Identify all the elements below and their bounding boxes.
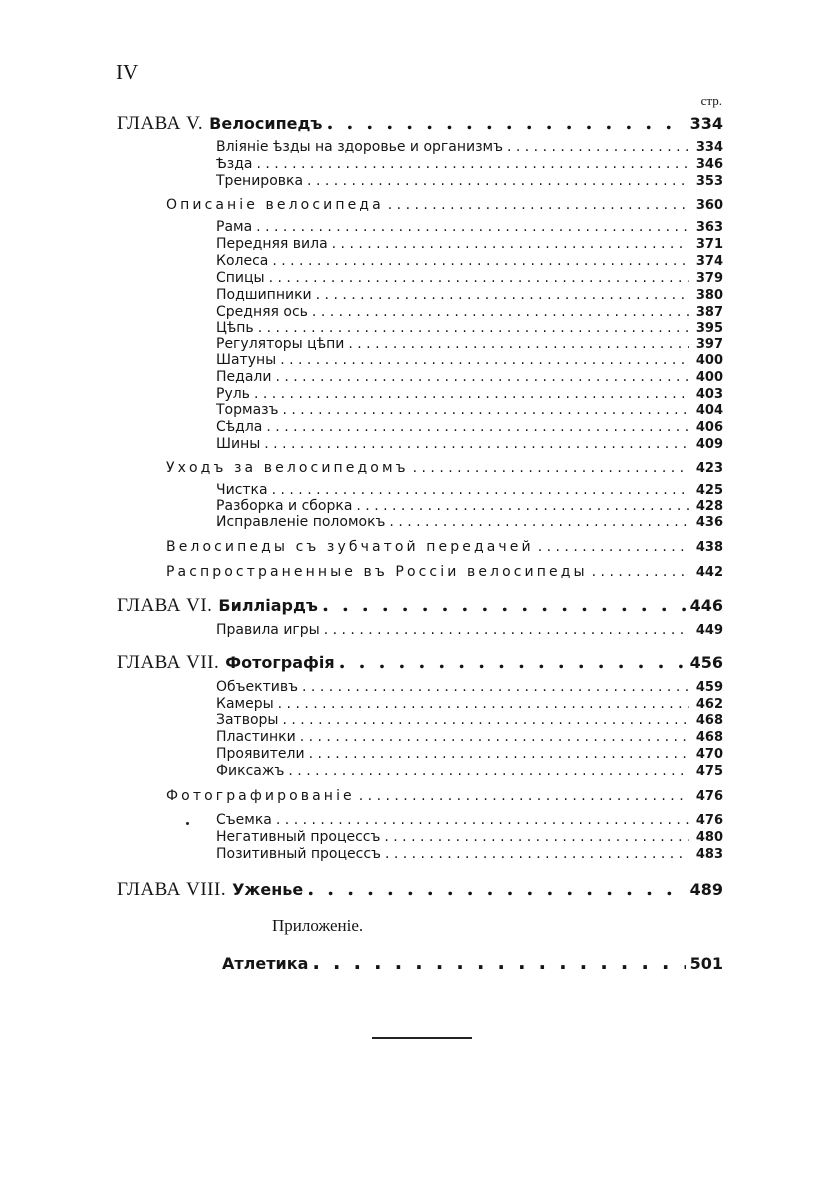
appendix-page: 501 xyxy=(689,954,723,973)
toc-item[interactable] xyxy=(216,712,723,729)
dot-leader xyxy=(348,336,689,352)
section-title: Уходъ за велосипедомъ xyxy=(166,460,409,476)
toc-item[interactable] xyxy=(216,287,723,304)
dot-leader xyxy=(332,236,689,252)
item-title: Ѣзда xyxy=(216,156,253,172)
toc-item[interactable] xyxy=(216,386,723,403)
dot-leader xyxy=(384,829,689,845)
toc-item[interactable] xyxy=(216,436,723,453)
toc-chapter-7[interactable] xyxy=(117,649,723,674)
item-page: 406 xyxy=(695,420,723,435)
item-title: Педали xyxy=(216,369,272,385)
chapter-page: 489 xyxy=(689,880,723,899)
toc-item[interactable] xyxy=(216,622,723,639)
item-title: Средняя ось xyxy=(216,304,308,320)
dot-leader xyxy=(278,696,689,712)
section-title: Распространенные въ Россіи велосипеды xyxy=(166,564,588,580)
toc-chapter-5[interactable] xyxy=(117,110,723,135)
dot-leader xyxy=(275,369,689,385)
dot-leader xyxy=(282,402,689,418)
toc-item[interactable] xyxy=(216,270,723,287)
toc-item[interactable] xyxy=(216,812,723,829)
dot-leader xyxy=(258,320,689,336)
toc-item[interactable] xyxy=(216,482,723,499)
toc-item[interactable] xyxy=(216,320,723,337)
toc-item[interactable] xyxy=(216,763,723,780)
toc-item[interactable] xyxy=(216,419,723,436)
item-title: Вліяніе ѣзды на здоровье и организмъ xyxy=(216,139,503,155)
item-title: Чистка xyxy=(216,482,268,498)
item-title: Подшипники xyxy=(216,287,312,303)
dot-leader xyxy=(324,622,689,638)
item-title: Съемка xyxy=(216,812,272,828)
toc-item[interactable] xyxy=(216,696,723,713)
chapter-title: Фотографія xyxy=(225,653,335,672)
item-title: Руль xyxy=(216,386,250,402)
item-title: Камеры xyxy=(216,696,274,712)
section-title: Велосипеды съ зубчатой передачей xyxy=(166,539,534,555)
dot-leader xyxy=(276,812,689,828)
item-page: 395 xyxy=(695,321,723,336)
item-title: Фиксажъ xyxy=(216,763,285,779)
dot-leader xyxy=(309,746,689,762)
toc-item[interactable] xyxy=(216,679,723,696)
page-number: IV xyxy=(116,60,139,84)
dot-leader xyxy=(538,539,689,555)
chapter-title: Билліардъ xyxy=(218,596,318,615)
dot-leader xyxy=(257,156,690,172)
toc-section[interactable] xyxy=(166,460,723,476)
toc-item[interactable] xyxy=(216,846,723,863)
item-page: 468 xyxy=(695,730,723,745)
chapter-title: Велосипедъ xyxy=(209,114,323,133)
item-title: Шины xyxy=(216,436,261,452)
dot-leader xyxy=(326,110,685,134)
item-title: Проявители xyxy=(216,746,305,762)
item-page: 480 xyxy=(695,830,723,845)
item-title: Передняя вила xyxy=(216,236,328,252)
dot-leader xyxy=(282,712,689,728)
item-title: Шатуны xyxy=(216,352,277,368)
dot-leader xyxy=(288,763,689,779)
item-page: 425 xyxy=(695,483,723,498)
item-page: 334 xyxy=(695,140,723,155)
toc-item[interactable] xyxy=(216,498,723,515)
item-page: 483 xyxy=(695,847,723,862)
dot-leader xyxy=(339,649,686,673)
item-title: Тренировка xyxy=(216,173,304,189)
appendix-heading: Приложеніе. xyxy=(272,916,364,935)
chapter-page: 446 xyxy=(689,596,723,615)
dot-leader xyxy=(507,139,689,155)
toc-item[interactable] xyxy=(216,336,723,353)
closing-rule xyxy=(372,1037,472,1039)
dot-leader xyxy=(307,173,689,189)
toc-item[interactable] xyxy=(216,402,723,419)
item-page: 400 xyxy=(695,370,723,385)
item-title: Регуляторы цѣпи xyxy=(216,336,345,352)
dot-leader xyxy=(359,788,689,804)
dot-leader xyxy=(592,564,689,580)
item-title: Разборка и сборка xyxy=(216,498,353,514)
dot-leader xyxy=(280,352,689,368)
toc-item[interactable] xyxy=(216,219,723,236)
dot-leader xyxy=(356,498,689,514)
chapter-label: ГЛАВА VIII. xyxy=(117,879,227,900)
item-page: 475 xyxy=(695,764,723,779)
chapter-label: ГЛАВА VI. xyxy=(117,595,213,616)
item-page: 371 xyxy=(695,237,723,252)
dot-leader xyxy=(385,846,689,862)
item-page: 363 xyxy=(695,220,723,235)
chapter-page: 456 xyxy=(689,653,723,672)
item-page: 462 xyxy=(695,697,723,712)
item-title: Спицы xyxy=(216,270,265,286)
section-page: 360 xyxy=(695,198,723,213)
item-title: Исправленіе поломокъ xyxy=(216,514,386,530)
item-title: Колеса xyxy=(216,253,269,269)
item-title: Тормазъ xyxy=(216,402,279,418)
item-page: 459 xyxy=(695,680,723,695)
section-page: 423 xyxy=(695,461,723,476)
chapter-title: Уженье xyxy=(232,880,304,899)
stray-ink-dot xyxy=(186,822,189,825)
dot-leader xyxy=(300,729,689,745)
appendix-title: Атлетика xyxy=(222,954,309,973)
item-page: 403 xyxy=(695,387,723,402)
dot-leader xyxy=(322,592,686,616)
toc-section[interactable] xyxy=(166,539,723,555)
toc-item[interactable] xyxy=(216,352,723,369)
toc-item[interactable] xyxy=(216,829,723,846)
dot-leader xyxy=(256,219,689,235)
section-page: 442 xyxy=(695,565,723,580)
item-page: 436 xyxy=(695,515,723,530)
item-page: 428 xyxy=(695,499,723,514)
toc-item[interactable] xyxy=(216,236,723,253)
dot-leader xyxy=(302,679,689,695)
item-title: Пластинки xyxy=(216,729,296,745)
dot-leader xyxy=(264,436,689,452)
item-title: Сѣдла xyxy=(216,419,263,435)
dot-leader xyxy=(312,304,689,320)
dot-leader xyxy=(312,950,685,974)
section-page: 438 xyxy=(695,540,723,555)
item-title: Рама xyxy=(216,219,253,235)
toc-appendix-item[interactable] xyxy=(222,950,723,974)
item-title: Объективъ xyxy=(216,679,299,695)
item-title: Затворы xyxy=(216,712,279,728)
item-title: Правила игры xyxy=(216,622,320,638)
chapter-page: 334 xyxy=(689,114,723,133)
toc-chapter-8[interactable] xyxy=(117,876,723,901)
dot-leader xyxy=(413,460,689,476)
dot-leader xyxy=(272,253,689,269)
item-page: 374 xyxy=(695,254,723,269)
item-page: 470 xyxy=(695,747,723,762)
toc-section[interactable] xyxy=(166,788,723,804)
toc-item[interactable] xyxy=(216,139,723,156)
item-page: 404 xyxy=(695,403,723,418)
dot-leader xyxy=(307,876,685,900)
section-page: 476 xyxy=(695,789,723,804)
item-page: 353 xyxy=(695,174,723,189)
item-page: 468 xyxy=(695,713,723,728)
item-page: 397 xyxy=(695,337,723,352)
item-title: Негативный процессъ xyxy=(216,829,381,845)
dot-leader xyxy=(388,197,689,213)
dot-leader xyxy=(269,270,689,286)
item-page: 449 xyxy=(695,623,723,638)
chapter-label: ГЛАВА V. xyxy=(117,113,204,134)
dot-leader xyxy=(272,482,689,498)
toc-item[interactable] xyxy=(216,514,723,531)
toc-item[interactable] xyxy=(216,156,723,173)
chapter-label: ГЛАВА VII. xyxy=(117,652,220,673)
dot-leader xyxy=(254,386,689,402)
toc-item[interactable] xyxy=(216,304,723,321)
item-page: 409 xyxy=(695,437,723,452)
dot-leader xyxy=(316,287,689,303)
section-title: Описаніе велосипеда xyxy=(166,197,384,213)
toc-item[interactable] xyxy=(216,253,723,270)
item-page: 476 xyxy=(695,813,723,828)
item-page: 380 xyxy=(695,288,723,303)
section-title: Фотографированіе xyxy=(166,788,355,804)
toc-item[interactable] xyxy=(216,729,723,746)
page-column-header: стр. xyxy=(700,93,722,108)
item-title: Позитивный процессъ xyxy=(216,846,381,862)
toc-item[interactable] xyxy=(216,173,723,190)
toc-chapter-6[interactable] xyxy=(117,592,723,617)
item-page: 379 xyxy=(695,271,723,286)
dot-leader xyxy=(266,419,689,435)
dot-leader xyxy=(389,514,689,530)
item-page: 400 xyxy=(695,353,723,368)
toc-item[interactable] xyxy=(216,369,723,386)
toc-section[interactable] xyxy=(166,197,723,213)
item-title: Цѣпь xyxy=(216,320,254,336)
toc-section[interactable] xyxy=(166,564,723,580)
item-page: 346 xyxy=(695,157,723,172)
toc-item[interactable] xyxy=(216,746,723,763)
item-page: 387 xyxy=(695,305,723,320)
